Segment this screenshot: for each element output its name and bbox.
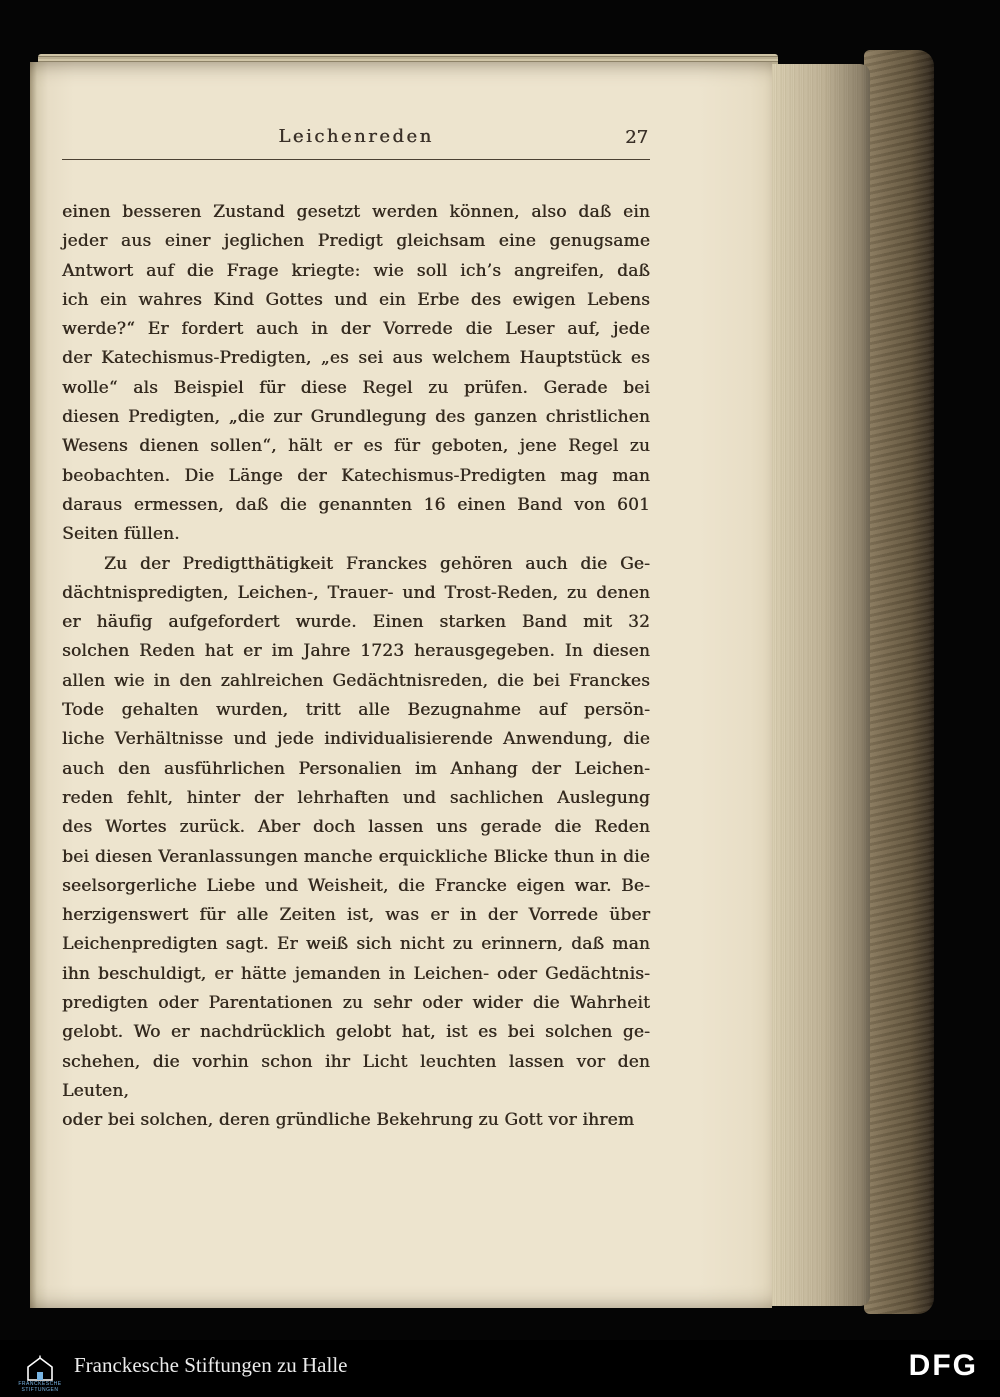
text-line: auch den ausführlichen Personalien im Anhang der Leichen- — [62, 758, 650, 779]
text-line: wolle“ als Beispiel für diese Regel zu prüfen. Gerade bei — [62, 377, 650, 398]
book-binding — [864, 50, 934, 1314]
text-line: er häufig aufgefordert wurde. Einen starken Band mit 32 — [62, 612, 650, 633]
book-page — [30, 62, 772, 1308]
text-line: seelsorgerliche Liebe und Weisheit, die Francke eigen war. Be- — [62, 875, 650, 896]
text-block — [62, 198, 650, 1136]
text-line: allen wie in den zahlreichen Gedächtnisreden, die bei Franckes — [62, 670, 650, 691]
header-rule — [62, 159, 650, 160]
text-line: beobachten. Die Länge der Katechismus-Predigten mag man — [62, 465, 650, 486]
text-line: oder bei solchen, deren gründliche Bekehrung zu Gott vor ihrem — [62, 1110, 635, 1131]
text-line: Tode gehalten wurden, tritt alle Bezugnahme auf persön- — [62, 700, 650, 721]
institution-name: Franckesche Stiftungen zu Halle — [74, 1353, 348, 1377]
text-line: Antwort auf die Frage kriegte: wie soll ich’s angreifen, daß — [62, 260, 650, 281]
text-line: gelobt. Wo er nachdrücklich gelobt hat, ist es bei solchen ge- — [62, 1022, 650, 1043]
text-line: herzigenswert für alle Zeiten ist, was er in der Vorrede über — [62, 905, 650, 926]
text-line: Leichenpredigten sagt. Er weiß sich nicht zu erinnern, daß man — [62, 934, 650, 955]
text-line: solchen Reden hat er im Jahre 1723 herausgegeben. In diesen — [62, 641, 650, 662]
page-stack-fore-edge — [766, 64, 870, 1306]
text-line: einen besseren Zustand gesetzt werden können, also daß ein — [62, 202, 650, 222]
text-line: diesen Predigten, „die zur Grundlegung des ganzen christlichen — [62, 407, 650, 428]
text-line: daraus ermessen, daß die genannten 16 einen Band von 601 — [62, 494, 650, 515]
page-header-title: Leichenreden — [278, 126, 434, 147]
logo-caption — [14, 1382, 66, 1393]
paragraph — [62, 550, 650, 1136]
text-line: reden fehlt, hinter der lehrhaften und sachlichen Auslegung — [62, 787, 650, 808]
text-line: jeder aus einer jeglichen Predigt gleichsam eine genugsame — [62, 231, 650, 252]
text-line: werde?“ Er fordert auch in der Vorrede die Leser auf, jede — [62, 319, 650, 340]
text-line: des Wortes zurück. Aber doch lassen uns gerade die Reden — [62, 817, 650, 838]
text-line: Zu der Predigtthätigkeit Franckes gehören auch die Ge- — [104, 553, 650, 574]
franckesche-logo — [14, 1355, 66, 1393]
logo-caption-line2: STIFTUNGEN — [21, 1386, 59, 1393]
text-line: ich ein wahres Kind Gottes und ein Erbe des ewigen Lebens — [62, 289, 650, 310]
text-line: bei diesen Veranlassungen manche erquickliche Blicke thun in die — [62, 846, 650, 867]
paragraph — [62, 198, 650, 550]
text-line: schehen, die vorhin schon ihr Licht leuchten lassen vor den Leuten, — [62, 1051, 650, 1101]
dfg-logo: DFG — [908, 1349, 978, 1382]
viewer-footer — [0, 1340, 1000, 1397]
running-header — [62, 126, 650, 154]
text-line: dächtnispredigten, Leichen-, Trauer- und Trost-Reden, zu denen — [62, 582, 650, 603]
text-line: liche Verhältnisse und jede individualisierende Anwendung, die — [62, 729, 650, 750]
page-number: 27 — [625, 127, 648, 148]
text-line: Wesens dienen sollen“, hält er es für geboten, jene Regel zu — [62, 436, 650, 457]
text-line: Seiten füllen. — [62, 524, 180, 545]
text-line: predigten oder Parentationen zu sehr oder wider die Wahrheit — [62, 993, 650, 1014]
text-line: ihn beschuldigt, er hätte jemanden in Leichen- oder Gedächtnis- — [62, 963, 650, 984]
text-line: der Katechismus-Predigten, „es sei aus welchem Hauptstück es — [62, 348, 650, 369]
building-icon — [14, 1355, 66, 1382]
logo-caption-line1: FRANCKESCHE — [18, 1381, 62, 1387]
